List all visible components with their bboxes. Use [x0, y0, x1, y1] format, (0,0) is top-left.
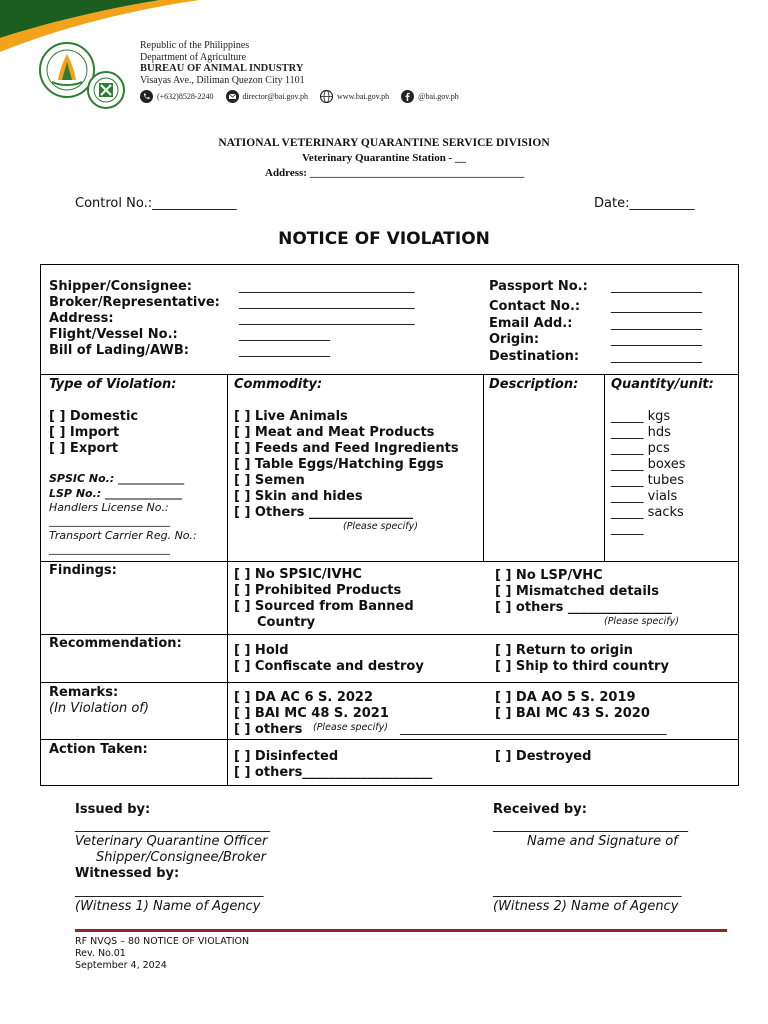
- station-text: Veterinary Quarantine Station - __: [302, 152, 466, 164]
- action-taken-label: Action Taken:: [49, 742, 148, 757]
- contact-row: [140, 90, 471, 103]
- form-title: NOTICE OF VIOLATION: [278, 229, 490, 249]
- recommendation-label: Recommendation:: [49, 636, 182, 651]
- shipper-label: Shipper/Consignee:: [49, 279, 192, 294]
- phone-text: (+632)8528-2240: [157, 92, 214, 101]
- checkbox-export[interactable]: [ ] Export: [49, 441, 119, 456]
- lsp-field[interactable]: LSP No.: ______________: [49, 487, 182, 500]
- handlers-input[interactable]: ______________________: [49, 514, 170, 527]
- bill-label: Bill of Lading/AWB:: [49, 343, 189, 358]
- remarks-sub: (In Violation of): [49, 701, 149, 716]
- form-footer: [75, 936, 249, 972]
- address-input[interactable]: ___________________________: [239, 311, 415, 326]
- unit-sacks[interactable]: _____ sacks: [611, 505, 684, 520]
- broker-input[interactable]: ___________________________: [239, 295, 415, 310]
- handlers-label: Handlers License No.:: [49, 501, 169, 514]
- checkbox-da-ao-5[interactable]: [ ] DA AO 5 S. 2019: [495, 690, 636, 705]
- witness2-signature-line[interactable]: _____________________________: [493, 883, 682, 898]
- date-field[interactable]: Date:__________: [594, 196, 695, 211]
- republic-text: Republic of the Philippines: [140, 40, 250, 51]
- checkbox-banned-country[interactable]: [ ] Sourced from Banned: [234, 599, 414, 614]
- shipper-input[interactable]: ___________________________: [239, 279, 415, 294]
- passport-input[interactable]: ______________: [611, 279, 702, 294]
- website-text[interactable]: www.bai.gov.ph: [337, 92, 390, 101]
- please-specify-commodity: (Please specify): [343, 521, 418, 532]
- checkbox-da-ac-6[interactable]: [ ] DA AC 6 S. 2022: [234, 690, 374, 705]
- checkbox-feeds[interactable]: [ ] Feeds and Feed Ingredients: [234, 441, 459, 456]
- findings-label: Findings:: [49, 563, 117, 578]
- witness1-caption: (Witness 1) Name of Agency: [75, 899, 261, 914]
- checkbox-semen[interactable]: [ ] Semen: [234, 473, 305, 488]
- unit-other[interactable]: _____: [611, 521, 644, 536]
- issued-by-label: Issued by:: [75, 802, 151, 817]
- email-input[interactable]: ______________: [611, 316, 702, 331]
- name-signature-caption: Name and Signature of: [527, 834, 678, 849]
- checkbox-bai-mc-43[interactable]: [ ] BAI MC 43 S. 2020: [495, 706, 650, 721]
- bureau-of-animal-industry-seal: [86, 70, 126, 110]
- bureau-text: BUREAU OF ANIMAL INDUSTRY: [140, 63, 304, 74]
- flight-input[interactable]: ______________: [239, 327, 330, 342]
- checkbox-destroyed[interactable]: [ ] Destroyed: [495, 749, 592, 764]
- checkbox-eggs[interactable]: [ ] Table Eggs/Hatching Eggs: [234, 457, 444, 472]
- destination-label: Destination:: [489, 349, 580, 364]
- unit-hds[interactable]: _____ hds: [611, 425, 671, 440]
- header-swoosh: [0, 0, 768, 80]
- checkbox-confiscate[interactable]: [ ] Confiscate and destroy: [234, 659, 424, 674]
- checkbox-hold[interactable]: [ ] Hold: [234, 643, 289, 658]
- remarks-label: Remarks:: [49, 685, 119, 700]
- quantity-header: Quantity/unit:: [611, 377, 714, 392]
- agency-header: [140, 40, 305, 86]
- others-remarks-input[interactable]: _________________________________________: [400, 721, 667, 736]
- checkbox-return-origin[interactable]: [ ] Return to origin: [495, 643, 633, 658]
- checkbox-bai-mc-48[interactable]: [ ] BAI MC 48 S. 2021: [234, 706, 389, 721]
- checkbox-domestic[interactable]: [ ] Domestic: [49, 409, 139, 424]
- shipper-broker-caption: Shipper/Consignee/Broker: [96, 850, 266, 865]
- checkbox-others-action[interactable]: [ ] others____________________: [234, 765, 433, 780]
- checkbox-meat-products[interactable]: [ ] Meat and Meat Products: [234, 425, 435, 440]
- commodity-header: Commodity:: [234, 377, 323, 392]
- checkbox-others-commodity[interactable]: [ ] Others ________________: [234, 505, 413, 520]
- flight-label: Flight/Vessel No.:: [49, 327, 178, 342]
- received-by-label: Received by:: [493, 802, 587, 817]
- violation-form: [40, 264, 739, 786]
- phone-icon: [140, 90, 153, 103]
- contact-input[interactable]: ______________: [611, 299, 702, 314]
- origin-input[interactable]: ______________: [611, 332, 702, 347]
- witnessed-by-label: Witnessed by:: [75, 866, 180, 881]
- unit-pcs[interactable]: _____ pcs: [611, 441, 670, 456]
- checkbox-third-country[interactable]: [ ] Ship to third country: [495, 659, 669, 674]
- please-specify-remarks: (Please specify): [313, 722, 388, 733]
- division-title: NATIONAL VETERINARY QUARANTINE SERVICE DIVISION: [218, 137, 550, 149]
- broker-label: Broker/Representative:: [49, 295, 220, 310]
- checkbox-prohibited[interactable]: [ ] Prohibited Products: [234, 583, 402, 598]
- email-icon: [226, 90, 239, 103]
- address-label: Address:: [49, 311, 114, 326]
- footer-divider: [75, 929, 727, 932]
- witness2-caption: (Witness 2) Name of Agency: [493, 899, 679, 914]
- destination-input[interactable]: ______________: [611, 349, 702, 364]
- globe-icon: [320, 90, 333, 103]
- unit-tubes[interactable]: _____ tubes: [611, 473, 684, 488]
- control-number-field[interactable]: Control No.:_____________: [75, 196, 237, 211]
- facebook-icon: [401, 90, 414, 103]
- origin-label: Origin:: [489, 332, 540, 347]
- contact-label: Contact No.:: [489, 299, 581, 314]
- division-address: Address: _______________________________________: [265, 167, 525, 179]
- checkbox-import[interactable]: [ ] Import: [49, 425, 120, 440]
- form-code: RF NVQS – 80 NOTICE OF VIOLATION: [75, 936, 250, 947]
- passport-label: Passport No.:: [489, 279, 588, 294]
- checkbox-others-remarks[interactable]: [ ] others: [234, 722, 303, 737]
- email-label: Email Add.:: [489, 316, 573, 331]
- officer-caption: Veterinary Quarantine Officer: [75, 834, 268, 849]
- unit-boxes[interactable]: _____ boxes: [611, 457, 686, 472]
- form-date: September 4, 2024: [75, 960, 167, 971]
- type-of-violation-header: Type of Violation:: [49, 377, 177, 392]
- checkbox-no-spsic[interactable]: [ ] No SPSIC/IVHC: [234, 567, 362, 582]
- issued-by-signature-line[interactable]: ______________________________: [75, 818, 270, 833]
- spsic-field[interactable]: SPSIC No.: ____________: [49, 472, 185, 485]
- checkbox-no-lsp[interactable]: [ ] No LSP/VHC: [495, 568, 603, 583]
- agency-address: Visayas Ave., Diliman Quezon City 1101: [140, 74, 305, 86]
- checkbox-mismatched[interactable]: [ ] Mismatched details: [495, 584, 659, 599]
- received-by-signature-line[interactable]: ______________________________: [493, 818, 688, 833]
- transport-label: Transport Carrier Reg. No.:: [49, 529, 197, 542]
- form-revision: Rev. No.01: [75, 948, 126, 959]
- checkbox-live-animals[interactable]: [ ] Live Animals: [234, 409, 348, 424]
- department-text: Department of Agriculture: [140, 51, 247, 63]
- checkbox-others-findings[interactable]: [ ] others ________________: [495, 600, 672, 615]
- please-specify-findings: (Please specify): [604, 616, 679, 627]
- checkbox-disinfected[interactable]: [ ] Disinfected: [234, 749, 339, 764]
- unit-vials[interactable]: _____ vials: [611, 489, 678, 504]
- unit-kgs[interactable]: _____ kgs: [611, 409, 671, 424]
- bill-input[interactable]: ______________: [239, 343, 330, 358]
- transport-input[interactable]: ______________________: [49, 542, 170, 555]
- checkbox-skin-hides[interactable]: [ ] Skin and hides: [234, 489, 363, 504]
- witness1-signature-line[interactable]: _____________________________: [75, 883, 264, 898]
- email-text[interactable]: director@bai.gov.ph: [242, 92, 309, 101]
- facebook-text[interactable]: @bai.gov.ph: [418, 92, 459, 101]
- description-header: Description:: [489, 377, 579, 392]
- banned-country-continued: Country: [257, 615, 316, 630]
